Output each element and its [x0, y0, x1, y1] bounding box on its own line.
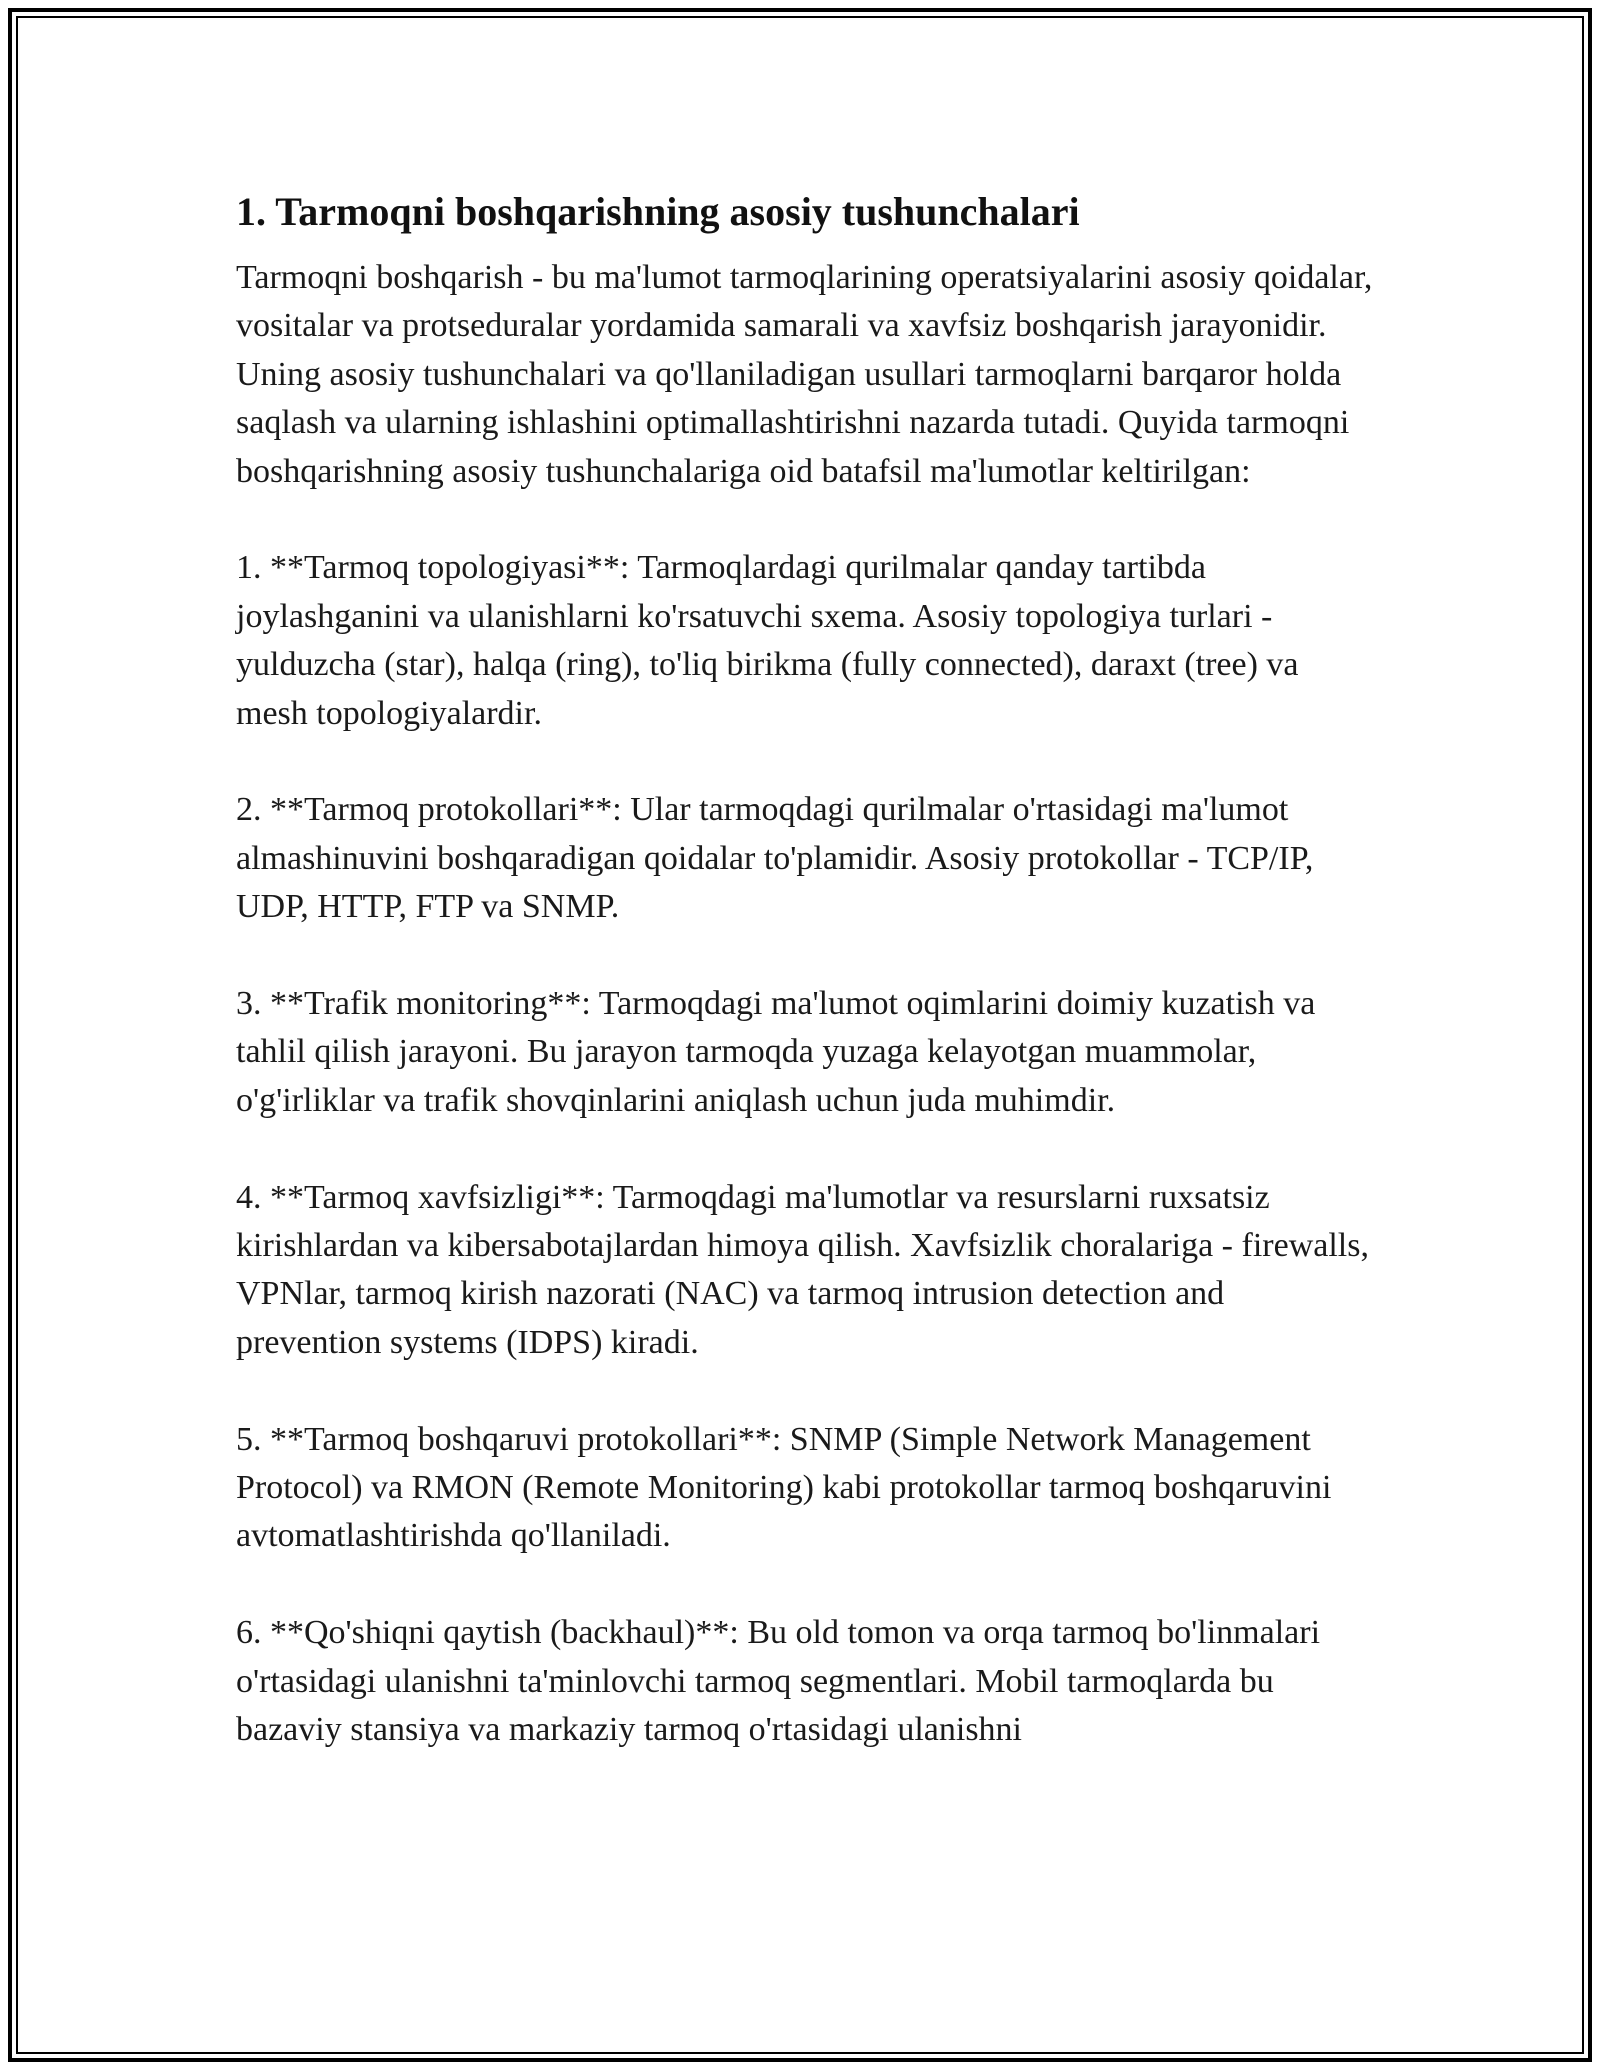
- paragraph-backhaul: 6. **Qo'shiqni qaytish (backhaul)**: Bu old tomon va orqa tarmoq bo'linmalari o'rtasidagi ulanishni ta'minlovchi tarmoq segmentlari. Mobil tarmoqlarda bu bazaviy stansiya va markaziy tarmoq o'rtasidagi ulanishni: [236, 1614, 1329, 1749]
- paragraph-topology: 1. **Tarmoq topologiyasi**: Tarmoqlardagi qurilmalar qanday tartibda joylashganini va ulanishlarni ko'rsatuvchi sxema. Asosiy topologiya turlari - yulduzcha (star), halqa (ring), to'liq birikma (fully connected), daraxt (tree) va mesh topologiyalardir.: [236, 549, 1308, 732]
- section-heading: 1. Tarmoqni boshqarishning asosiy tushunchalari: [236, 189, 1080, 234]
- paragraph-protocols: 2. **Tarmoq protokollari**: Ular tarmoqdagi qurilmalar o'rtasidagi ma'lumot almashinuvini boshqaradigan qoidalar to'plamidir. Asosiy protokollar - TCP/IP, UDP, HTTP, FTP va SNMP.: [236, 791, 1322, 926]
- paragraph-network-security: 4. **Tarmoq xavfsizligi**: Tarmoqdagi ma'lumotlar va resurslarni ruxsatsiz kirishlardan va kibersabotajlardan himoya qilish. Xavfsizlik choralariga - firewalls, VPNlar, tarmoq kirish nazorati (NAC) va tarmoq intrusion detection and prevention systems (IDPS) kiradi.: [236, 1178, 1377, 1361]
- document-body: [236, 186, 1381, 1755]
- intro-paragraph: Tarmoqni boshqarish - bu ma'lumot tarmoqlarining operatsiyalarini asosiy qoidalar, vositalar va protseduralar yordamida samarali va xavfsiz boshqarish jarayonidir. Uning asosiy tushunchalari va qo'llaniladigan usullari tarmoqlarni barqaror holda saqlash va ularning ishlashini optimallashtirishni nazarda tutadi. Quyida tarmoqni boshqarishning asosiy tushunchalariga oid batafsil ma'lumotlar keltirilgan:: [236, 259, 1381, 490]
- paragraph-list: [236, 254, 1381, 1755]
- paragraph-traffic-monitoring: 3. **Trafik monitoring**: Tarmoqdagi ma'lumot oqimlarini doimiy kuzatish va tahlil qilish jarayoni. Bu jarayon tarmoqda yuzaga kelayotgan muammolar, o'g'irliklar va trafik shovqinlarini aniqlash uchun juda muhimdir.: [236, 985, 1324, 1119]
- paragraph-management-protocols: 5. **Tarmoq boshqaruvi protokollari**: SNMP (Simple Network Management Protocol) va RMON (Remote Monitoring) kabi protokollar tarmoq boshqaruvini avtomatlashtirishda qo'llaniladi.: [236, 1420, 1340, 1555]
